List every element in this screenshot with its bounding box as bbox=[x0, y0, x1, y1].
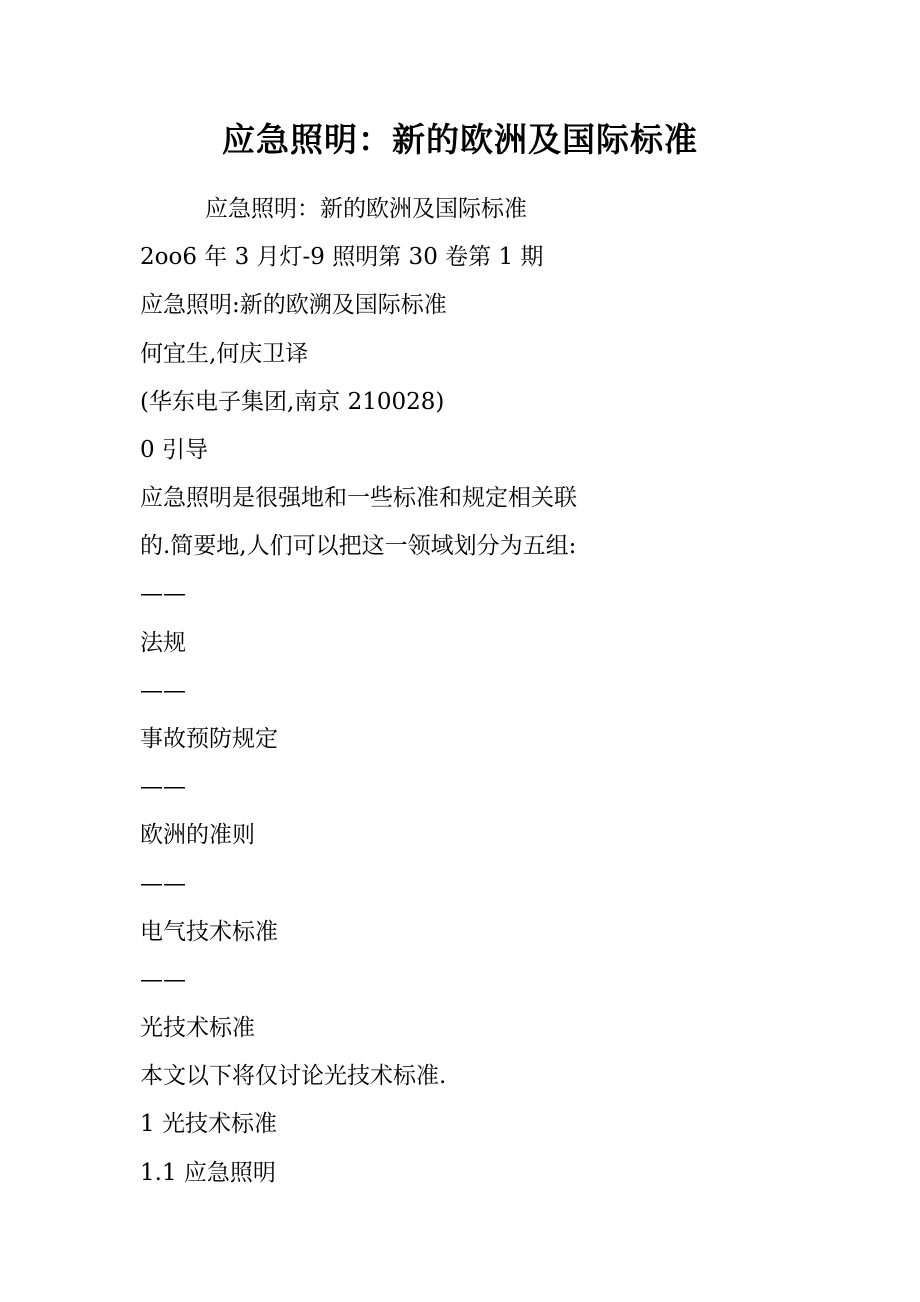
dash-bullet: —— bbox=[140, 774, 186, 800]
translators-line: 何宜生,何庆卫译 bbox=[140, 341, 309, 367]
section-heading: 1 光技术标准 bbox=[140, 1111, 277, 1137]
subsection-heading: 1.1 应急照明 bbox=[140, 1160, 276, 1186]
dash-bullet: —— bbox=[140, 678, 186, 704]
affiliation-line: (华东电子集团,南京 210028) bbox=[140, 389, 445, 415]
body-text-line: 本文以下将仅讨论光技术标准. bbox=[140, 1063, 447, 1089]
section-heading-intro: 0 引导 bbox=[140, 437, 208, 463]
list-item: 欧洲的准则 bbox=[140, 822, 255, 848]
article-title-line: 应急照明:新的欧溯及国际标准 bbox=[140, 292, 447, 318]
dash-bullet: —— bbox=[140, 871, 186, 897]
document-title: 应急照明：新的欧洲及国际标准 bbox=[222, 120, 698, 159]
list-item: 电气技术标准 bbox=[140, 919, 278, 945]
list-item: 光技术标准 bbox=[140, 1015, 255, 1041]
dash-bullet: —— bbox=[140, 581, 186, 607]
list-item: 事故预防规定 bbox=[140, 726, 278, 752]
dash-bullet: —— bbox=[140, 967, 186, 993]
list-item: 法规 bbox=[140, 630, 186, 656]
subtitle-line: 应急照明：新的欧洲及国际标准 bbox=[205, 196, 527, 222]
body-text-line: 的.简要地,人们可以把这一领域划分为五组: bbox=[140, 533, 577, 559]
body-text-line: 应急照明是很强地和一些标准和规定相关联 bbox=[140, 485, 577, 511]
publication-line: 2oo6 年 3 月灯-9 照明第 30 卷第 1 期 bbox=[140, 244, 544, 270]
